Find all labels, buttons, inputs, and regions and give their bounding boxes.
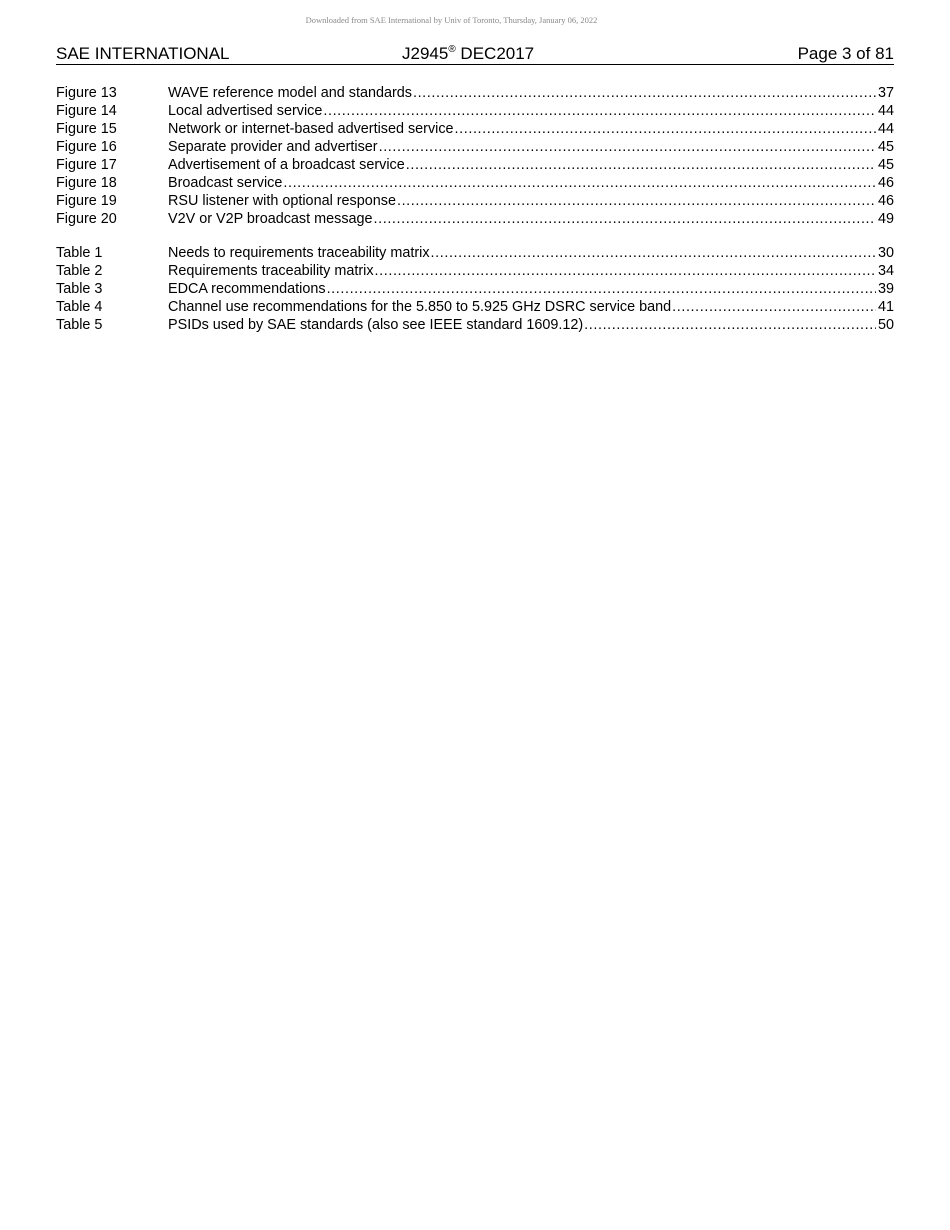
toc-title: Broadcast service [168, 175, 283, 191]
toc-label: Figure 16 [56, 139, 117, 155]
toc-row[interactable] [56, 316, 894, 334]
toc-row[interactable] [56, 84, 894, 102]
toc-page: 41 [877, 299, 894, 315]
toc-title: EDCA recommendations [168, 281, 326, 297]
toc-entry [168, 192, 894, 210]
toc-leader-dots [374, 210, 876, 228]
toc-leader-dots [455, 120, 876, 138]
toc-title: Network or internet-based advertised service [168, 121, 454, 137]
toc-row[interactable] [56, 156, 894, 174]
toc-leader-dots [397, 192, 876, 210]
toc-entry [168, 298, 894, 316]
toc-title: Advertisement of a broadcast service [168, 157, 405, 173]
registered-mark: ® [448, 44, 456, 55]
toc-label: Table 5 [56, 317, 103, 333]
publisher-name: SAE INTERNATIONAL [56, 44, 230, 63]
toc-leader-dots [413, 84, 876, 102]
page-number: Page 3 of 81 [797, 44, 894, 63]
toc-row[interactable] [56, 280, 894, 298]
document-number: J2945 [402, 44, 449, 63]
toc-row[interactable] [56, 102, 894, 120]
toc-leader-dots [431, 244, 876, 262]
toc-title: Requirements traceability matrix [168, 263, 374, 279]
toc-page: 39 [877, 281, 894, 297]
toc-title: Channel use recommendations for the 5.850 to 5.925 GHz DSRC service band [168, 299, 672, 315]
toc-row[interactable] [56, 298, 894, 316]
toc-title: RSU listener with optional response [168, 193, 396, 209]
toc-label: Figure 15 [56, 121, 117, 137]
document-date: DEC2017 [455, 44, 535, 63]
toc-label: Table 3 [56, 281, 103, 297]
toc-page: 45 [877, 139, 894, 155]
toc-row[interactable] [56, 138, 894, 156]
toc-page: 44 [877, 121, 894, 137]
toc-title: WAVE reference model and standards [168, 85, 412, 101]
toc-label: Table 1 [56, 245, 103, 261]
toc-label: Table 4 [56, 299, 103, 315]
toc-entry [168, 210, 894, 228]
toc-leader-dots [323, 102, 876, 120]
toc-entry [168, 280, 894, 298]
toc-row[interactable] [56, 244, 894, 262]
toc-page: 49 [877, 211, 894, 227]
toc-leader-dots [584, 316, 876, 334]
toc-entry [168, 84, 894, 102]
toc-title: Needs to requirements traceability matrix [168, 245, 430, 261]
toc-entry [168, 316, 894, 334]
toc-page: 44 [877, 103, 894, 119]
toc-title: Separate provider and advertiser [168, 139, 378, 155]
toc-entry [168, 120, 894, 138]
toc-label: Figure 17 [56, 157, 117, 173]
toc-title: PSIDs used by SAE standards (also see IEEE standard 1609.12) [168, 317, 584, 333]
toc-page: 34 [877, 263, 894, 279]
document-id [402, 44, 534, 64]
toc-entry [168, 102, 894, 120]
toc-entry [168, 174, 894, 192]
toc-label: Figure 20 [56, 211, 117, 227]
page-header [56, 44, 894, 65]
toc-page: 30 [877, 245, 894, 261]
toc-entry [168, 262, 894, 280]
toc-entry [168, 156, 894, 174]
toc-leader-dots [327, 280, 876, 298]
toc-page: 46 [877, 175, 894, 191]
toc-title: V2V or V2P broadcast message [168, 211, 373, 227]
toc-title: Local advertised service [168, 103, 323, 119]
toc-page: 46 [877, 193, 894, 209]
toc-label: Table 2 [56, 263, 103, 279]
toc-leader-dots [375, 262, 876, 280]
list-of-tables [56, 244, 894, 334]
toc-leader-dots [283, 174, 876, 192]
toc-row[interactable] [56, 120, 894, 138]
toc-page: 37 [877, 85, 894, 101]
download-watermark: Downloaded from SAE International by Univ of Toronto, Thursday, January 06, 2022 [305, 15, 598, 25]
toc-row[interactable] [56, 174, 894, 192]
list-of-figures [56, 84, 894, 228]
toc-page: 45 [877, 157, 894, 173]
toc-row[interactable] [56, 262, 894, 280]
toc-entry [168, 138, 894, 156]
toc-label: Figure 18 [56, 175, 117, 191]
toc-leader-dots [406, 156, 876, 174]
toc-leader-dots [672, 298, 876, 316]
toc-page: 50 [877, 317, 894, 333]
toc-row[interactable] [56, 210, 894, 228]
toc-label: Figure 14 [56, 103, 117, 119]
toc-label: Figure 19 [56, 193, 117, 209]
toc-entry [168, 244, 894, 262]
toc-label: Figure 13 [56, 85, 117, 101]
toc-row[interactable] [56, 192, 894, 210]
toc-leader-dots [379, 138, 876, 156]
